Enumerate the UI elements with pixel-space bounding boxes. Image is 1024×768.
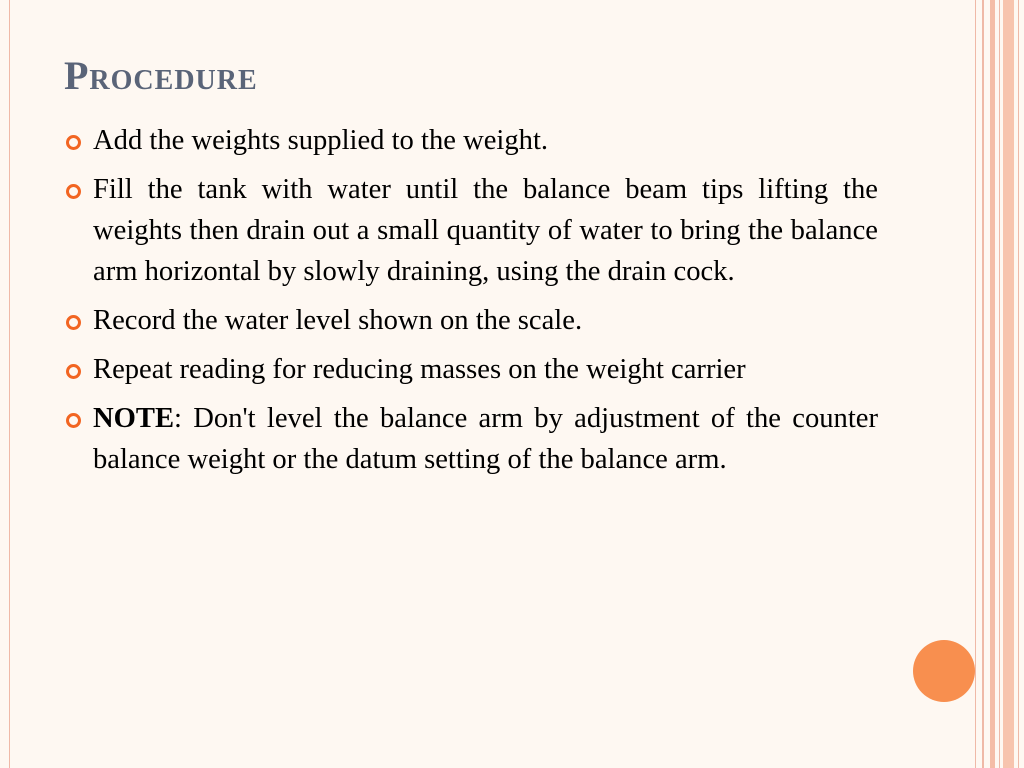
bullet-list xyxy=(64,120,878,488)
bullet-item xyxy=(64,349,878,390)
bullet-item xyxy=(64,169,878,292)
bullet-item xyxy=(64,120,878,161)
bullet-item xyxy=(64,300,878,341)
right-edge-stripe xyxy=(1003,0,1014,768)
bullet-text: Repeat reading for reducing masses on the weight carrier xyxy=(93,354,746,385)
bullet-text: Fill the tank with water until the balance beam tips lifting the weights then drain out a small quantity of water to bring the balance arm horizontal by slowly draining, using the drain cock. xyxy=(93,174,878,287)
right-edge-stripe xyxy=(1018,0,1019,768)
note-label: NOTE xyxy=(93,403,175,434)
bullet-text: Record the water level shown on the scale. xyxy=(93,305,583,336)
slide-title: Procedure xyxy=(64,53,258,98)
note-text: : Don't level the balance arm by adjustment of the counter balance weight or the datum setting of the balance arm. xyxy=(93,403,878,475)
bullet-circle-icon xyxy=(66,315,81,330)
bullet-circle-icon xyxy=(66,184,81,199)
note-item xyxy=(64,398,878,480)
right-edge-stripe xyxy=(982,0,984,768)
right-edge-stripe xyxy=(999,0,1000,768)
bullet-text: Add the weights supplied to the weight. xyxy=(93,125,549,156)
bullet-circle-icon xyxy=(66,364,81,379)
left-edge-line xyxy=(9,0,10,768)
bullet-circle-icon xyxy=(66,413,81,428)
right-edge-stripe xyxy=(975,0,976,768)
bullet-circle-icon xyxy=(66,135,81,150)
right-edge-stripe xyxy=(990,0,995,768)
orange-circle-icon xyxy=(913,640,975,702)
